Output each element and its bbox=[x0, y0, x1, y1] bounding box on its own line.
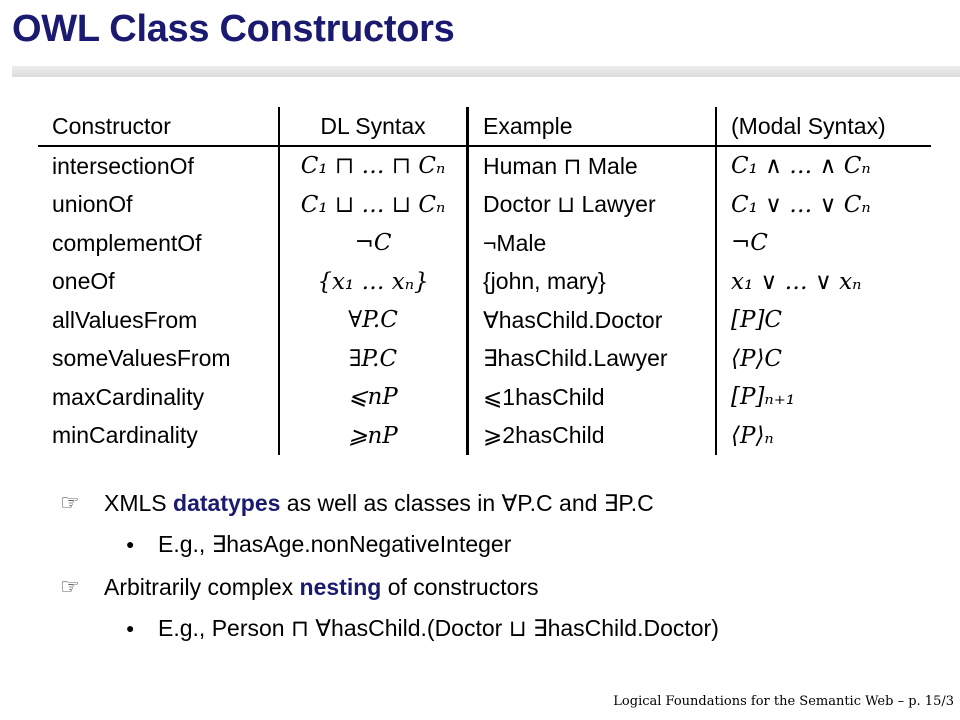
table-row bbox=[38, 263, 931, 302]
bullet-dot-icon: ● bbox=[126, 536, 135, 552]
constructor-cell: intersectionOf bbox=[38, 146, 279, 186]
constructor-cell: someValuesFrom bbox=[38, 340, 279, 379]
table-row bbox=[38, 417, 931, 456]
modal-syntax-cell: [P]ₙ₊₁ bbox=[731, 384, 796, 411]
constructor-cell: minCardinality bbox=[38, 417, 279, 456]
dl-syntax-cell: ∀P.C bbox=[279, 301, 468, 340]
table-row bbox=[38, 146, 931, 186]
bullet-keyword: datatypes bbox=[173, 490, 281, 516]
dl-syntax-cell: C₁ ⊔ … ⊔ Cₙ bbox=[279, 186, 468, 225]
example-cell: ⩽1hasChild bbox=[468, 378, 717, 417]
constructor-cell: maxCardinality bbox=[38, 378, 279, 417]
pointing-hand-icon: ☞ bbox=[60, 490, 80, 515]
sub-bullet-item bbox=[60, 610, 719, 654]
table-row bbox=[38, 186, 931, 225]
slide-title: OWL Class Constructors bbox=[12, 8, 455, 50]
example-cell: Doctor ⊔ Lawyer bbox=[468, 186, 717, 225]
table-header-row bbox=[38, 107, 931, 146]
constructor-table bbox=[38, 107, 931, 455]
constructor-cell: oneOf bbox=[38, 263, 279, 302]
bullet-list bbox=[60, 486, 719, 654]
example-cell: ∀hasChild.Doctor bbox=[468, 301, 717, 340]
modal-syntax-cell: x₁ ∨ … ∨ xₙ bbox=[731, 268, 862, 295]
bullet-item bbox=[60, 486, 719, 526]
constructor-cell: unionOf bbox=[38, 186, 279, 225]
bullet-keyword: nesting bbox=[299, 574, 382, 600]
modal-syntax-cell: ⟨P⟩C bbox=[731, 345, 783, 372]
constructor-cell: allValuesFrom bbox=[38, 301, 279, 340]
bullet-text-pre: XMLS bbox=[104, 490, 174, 516]
bullet-text-pre: Arbitrarily complex bbox=[104, 574, 300, 600]
column-header: Constructor bbox=[38, 107, 279, 146]
modal-syntax-cell: ⟨P⟩ₙ bbox=[731, 422, 774, 449]
example-cell: ⩾2hasChild bbox=[468, 417, 717, 456]
dl-syntax-cell: ∃P.C bbox=[279, 340, 468, 379]
pointing-hand-icon: ☞ bbox=[60, 574, 80, 599]
dl-syntax-cell: ⩾nP bbox=[279, 417, 468, 456]
dl-syntax-cell: C₁ ⊓ … ⊓ Cₙ bbox=[279, 146, 468, 186]
table-row bbox=[38, 340, 931, 379]
modal-syntax-cell: C₁ ∧ … ∧ Cₙ bbox=[731, 153, 871, 180]
column-header: Example bbox=[468, 107, 717, 146]
modal-syntax-cell: [P]C bbox=[731, 307, 783, 334]
dl-syntax-cell: {x₁ … xₙ} bbox=[279, 263, 468, 302]
modal-syntax-cell: C₁ ∨ … ∨ Cₙ bbox=[731, 191, 871, 218]
example-cell: ∃hasChild.Lawyer bbox=[468, 340, 717, 379]
table-row bbox=[38, 301, 931, 340]
table-row bbox=[38, 224, 931, 263]
dl-syntax-cell: ¬C bbox=[279, 224, 468, 263]
sub-bullet-text: E.g., ∃hasAge.nonNegativeInteger bbox=[158, 531, 512, 557]
column-header: DL Syntax bbox=[279, 107, 468, 146]
constructor-cell: complementOf bbox=[38, 224, 279, 263]
example-cell: Human ⊓ Male bbox=[468, 146, 717, 186]
bullet-text-post: of constructors bbox=[381, 574, 539, 600]
bullet-item bbox=[60, 570, 719, 610]
modal-syntax-cell: ¬C bbox=[731, 230, 768, 257]
table-row bbox=[38, 378, 931, 417]
slide-footer: Logical Foundations for the Semantic Web – p. 15/3 bbox=[613, 694, 954, 709]
bullet-text-post: as well as classes in ∀P.C and ∃P.C bbox=[280, 490, 654, 516]
example-cell: {john, mary} bbox=[468, 263, 717, 302]
title-rule bbox=[12, 66, 960, 77]
column-header: (Modal Syntax) bbox=[716, 107, 931, 146]
sub-bullet-text: E.g., Person ⊓ ∀hasChild.(Doctor ⊔ ∃hasChild.Doctor) bbox=[158, 615, 719, 641]
dl-syntax-cell: ⩽nP bbox=[279, 378, 468, 417]
example-cell: ¬Male bbox=[468, 224, 717, 263]
bullet-dot-icon: ● bbox=[126, 620, 135, 636]
sub-bullet-item bbox=[60, 526, 719, 570]
